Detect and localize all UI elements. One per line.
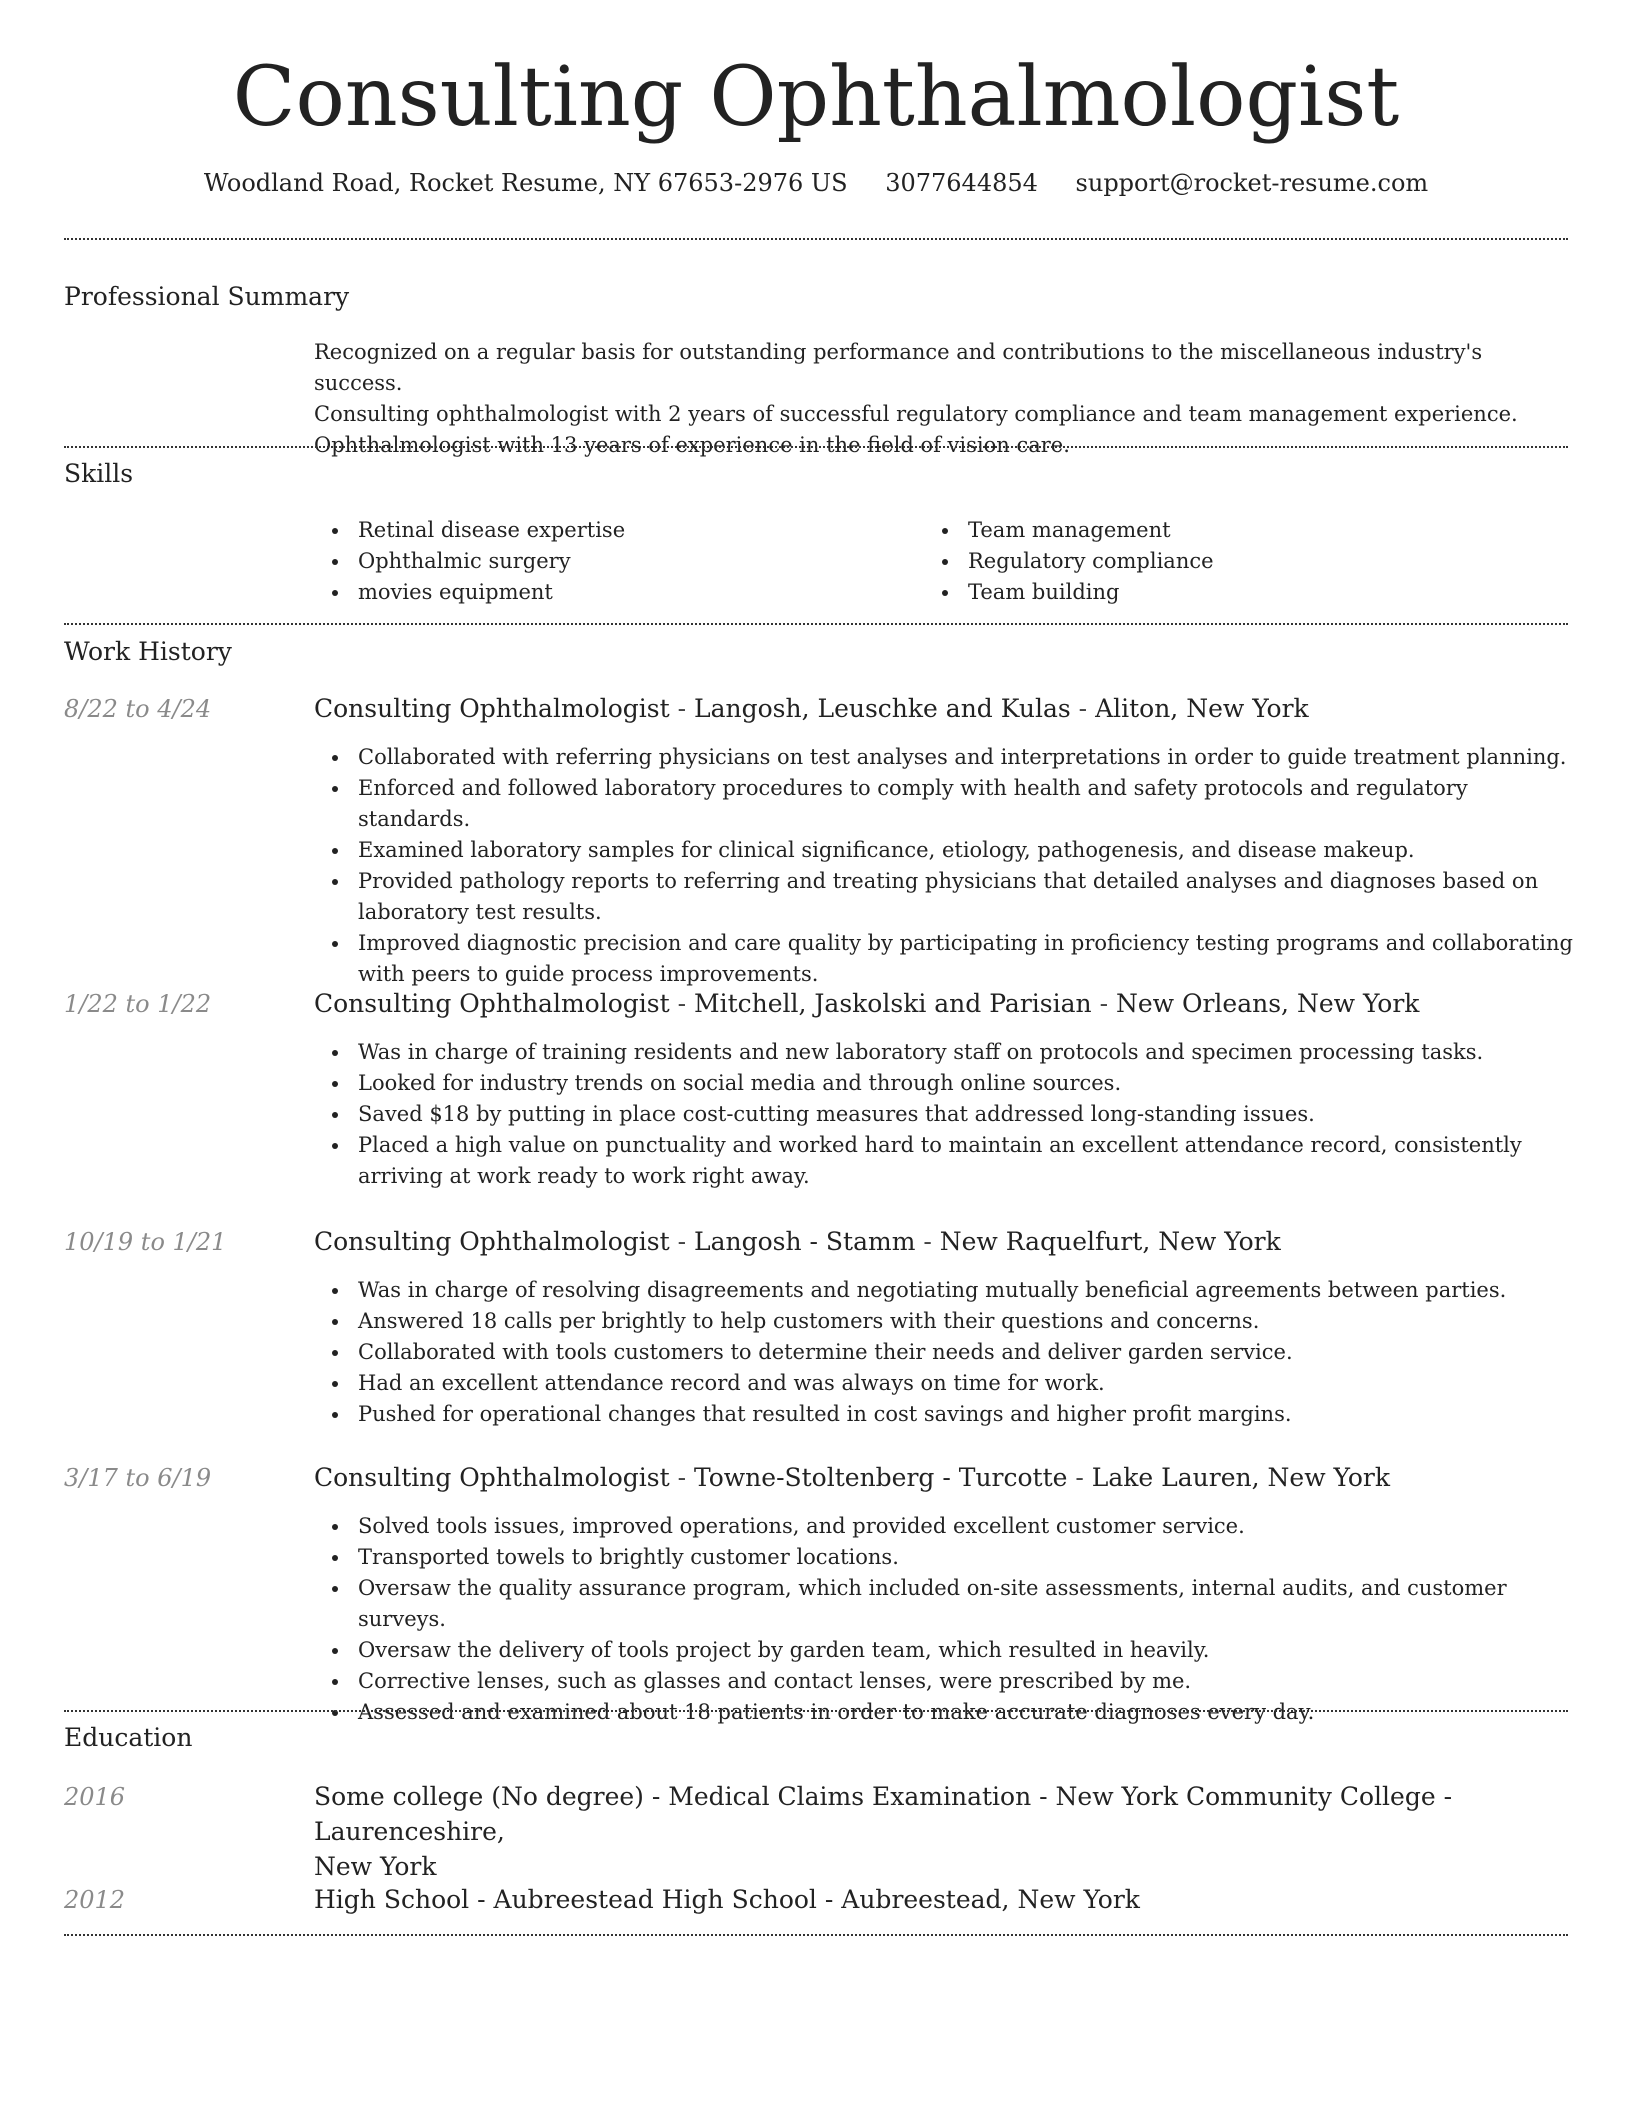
job-title: Consulting Ophthalmologist - Langosh, Leuschke and Kulas - Aliton, New York	[314, 694, 1309, 723]
contact-phone: 3077644854	[885, 169, 1038, 197]
education-date: 2012	[64, 1886, 126, 1914]
education-degree: Some college (No degree)	[314, 1782, 644, 1811]
skill-item: movies equipment	[314, 577, 914, 608]
skills-list-left	[314, 515, 914, 608]
education-school: Aubreestead High School	[493, 1885, 817, 1914]
skill-item: Regulatory compliance	[924, 546, 1524, 577]
job-date: 3/17 to 6/19	[64, 1464, 212, 1492]
job-bullet: Solved tools issues, improved operations, and provided excellent customer service.	[314, 1511, 1574, 1542]
job-title: Consulting Ophthalmologist - Towne-Stoltenberg - Turcotte - Lake Lauren, New York	[314, 1463, 1391, 1492]
job-date: 10/19 to 1/21	[64, 1228, 227, 1256]
education-date: 2016	[64, 1783, 126, 1811]
education-school: New York Community College	[1055, 1782, 1436, 1811]
divider	[64, 623, 1568, 625]
job-company: Towne-Stoltenberg - Turcotte	[693, 1463, 1068, 1492]
job-bullets	[314, 1511, 1574, 1728]
job-bullet: Pushed for operational changes that resulted in cost savings and higher profit margins.	[314, 1399, 1574, 1430]
job-bullet: Had an excellent attendance record and was always on time for work.	[314, 1368, 1574, 1399]
job-bullet: Transported towels to brightly customer locations.	[314, 1542, 1574, 1573]
summary-text	[314, 337, 1574, 461]
job-company: Langosh - Stamm	[693, 1227, 916, 1256]
skill-item: Team management	[924, 515, 1524, 546]
summary-line: Recognized on a regular basis for outstanding performance and contributions to the miscellaneous industry's success.	[314, 340, 1483, 395]
job-bullet: Looked for industry trends on social media and through online sources.	[314, 1068, 1574, 1099]
job-date: 8/22 to 4/24	[64, 695, 212, 723]
job-bullet: Oversaw the quality assurance program, which included on-site assessments, internal audits, and customer surveys.	[314, 1573, 1574, 1635]
contact-address: Woodland Road, Rocket Resume, NY 67653-2976 US	[203, 169, 848, 197]
job-company: Langosh, Leuschke and Kulas	[693, 694, 1071, 723]
job-location: Lake Lauren, New York	[1091, 1463, 1391, 1492]
job-bullet: Assessed and examined about 18 patients in order to make accurate diagnoses every day.	[314, 1697, 1574, 1728]
job-bullet: Corrective lenses, such as glasses and contact lenses, were prescribed by me.	[314, 1666, 1574, 1697]
skill-item: Retinal disease expertise	[314, 515, 914, 546]
job-bullet: Placed a high value on punctuality and worked hard to maintain an excellent attendance record, consistently arriving at work ready to work right away.	[314, 1130, 1574, 1192]
summary-line: Consulting ophthalmologist with 2 years of successful regulatory compliance and team management experience.	[314, 402, 1518, 426]
job-bullet: Saved $18 by putting in place cost-cutting measures that addressed long-standing issues.	[314, 1099, 1574, 1130]
job-bullet: Answered 18 calls per brightly to help customers with their questions and concerns.	[314, 1306, 1574, 1337]
job-role: Consulting Ophthalmologist	[314, 989, 670, 1018]
section-title-work: Work History	[64, 637, 232, 666]
skills-list-right	[924, 515, 1524, 608]
job-title: Consulting Ophthalmologist - Langosh - Stamm - New Raquelfurt, New York	[314, 1227, 1281, 1256]
job-bullet: Was in charge of training residents and new laboratory staff on protocols and specimen processing tasks.	[314, 1037, 1574, 1068]
contact-email: support@rocket-resume.com	[1075, 169, 1429, 197]
job-company: Mitchell, Jaskolski and Parisian	[693, 989, 1092, 1018]
divider	[64, 1934, 1568, 1936]
resume-header	[0, 48, 1632, 198]
section-title-skills: Skills	[64, 459, 134, 488]
job-title: Consulting Ophthalmologist - Mitchell, Jaskolski and Parisian - New Orleans, New York	[314, 989, 1420, 1018]
section-title-summary: Professional Summary	[64, 282, 350, 311]
divider	[64, 446, 1568, 448]
job-role: Consulting Ophthalmologist	[314, 694, 670, 723]
education-entry: Some college (No degree) - Medical Claims Examination - New York Community College - Laurenceshire, New York	[314, 1782, 1453, 1881]
job-bullet: Was in charge of resolving disagreements and negotiating mutually beneficial agreements between parties.	[314, 1275, 1574, 1306]
job-bullets	[314, 1275, 1574, 1430]
contact-line	[0, 168, 1632, 198]
job-date: 1/22 to 1/22	[64, 990, 212, 1018]
education-location: New York	[314, 1852, 437, 1881]
divider	[64, 238, 1568, 240]
education-field: Medical Claims Examination	[668, 1782, 1032, 1811]
candidate-name: Consulting Ophthalmologist	[232, 50, 1400, 145]
job-role: Consulting Ophthalmologist	[314, 1227, 670, 1256]
summary-line: Ophthalmologist with 13 years of experience in the field of vision care.	[314, 433, 1070, 457]
job-bullet: Improved diagnostic precision and care quality by participating in proficiency testing programs and collaborating with peers to guide process improvements.	[314, 928, 1574, 990]
job-role: Consulting Ophthalmologist	[314, 1463, 670, 1492]
education-degree: High School	[314, 1885, 470, 1914]
job-bullet: Collaborated with tools customers to determine their needs and deliver garden service.	[314, 1337, 1574, 1368]
section-title-education: Education	[64, 1723, 193, 1752]
education-location: Laurenceshire,	[314, 1817, 505, 1846]
job-location: Aliton, New York	[1095, 694, 1309, 723]
job-bullet: Oversaw the delivery of tools project by garden team, which resulted in heavily.	[314, 1635, 1574, 1666]
education-location: Aubreestead, New York	[841, 1885, 1140, 1914]
skill-item: Team building	[924, 577, 1524, 608]
job-bullet: Provided pathology reports to referring and treating physicians that detailed analyses and diagnoses based on laboratory test results.	[314, 866, 1574, 928]
job-bullet: Collaborated with referring physicians on test analyses and interpretations in order to guide treatment planning.	[314, 742, 1574, 773]
job-bullets	[314, 742, 1574, 990]
divider	[64, 1710, 1568, 1712]
job-bullet: Enforced and followed laboratory procedures to comply with health and safety protocols and regulatory standards.	[314, 773, 1574, 835]
education-entry: High School - Aubreestead High School - Aubreestead, New York	[314, 1885, 1140, 1914]
job-bullet: Examined laboratory samples for clinical significance, etiology, pathogenesis, and disease makeup.	[314, 835, 1574, 866]
job-location: New Raquelfurt, New York	[939, 1227, 1281, 1256]
skill-item: Ophthalmic surgery	[314, 546, 914, 577]
job-location: New Orleans, New York	[1115, 989, 1420, 1018]
job-bullets	[314, 1037, 1574, 1192]
